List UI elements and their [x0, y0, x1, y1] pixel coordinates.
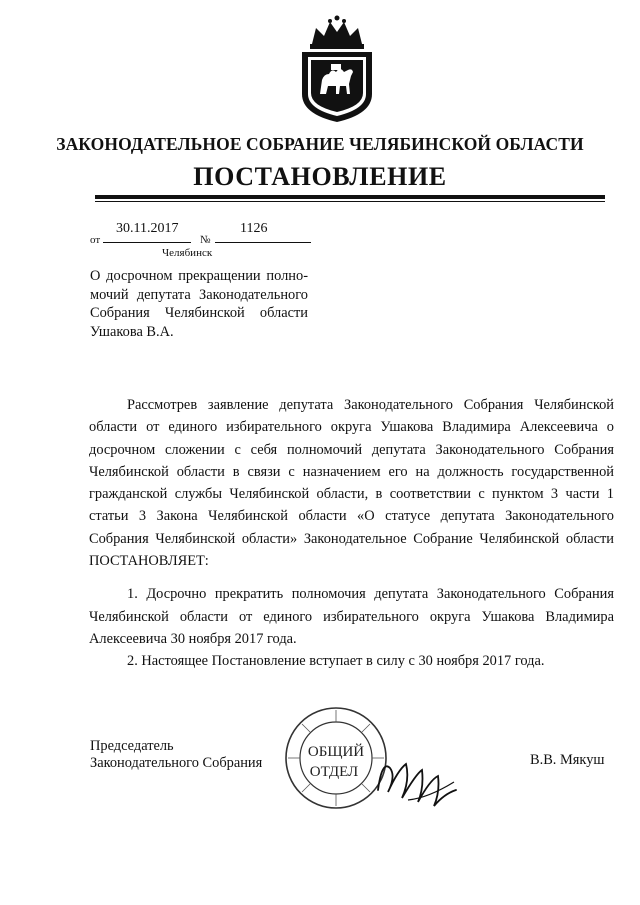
- organization-name: ЗАКОНОДАТЕЛЬНОЕ СОБРАНИЕ ЧЕЛЯБИНСКОЙ ОБЛАСТИ: [56, 134, 584, 154]
- date-label: от: [90, 234, 101, 246]
- stamp-text-1: ОБЩИЙ: [307, 744, 365, 760]
- city: Челябинск: [162, 247, 213, 259]
- coat-of-arms-icon: [298, 14, 376, 124]
- number-underline: [215, 242, 311, 243]
- document-date: 30.11.2017: [116, 221, 179, 236]
- subject-line: Собрания Челябинской области: [90, 305, 308, 321]
- stamp-text-2: ОТДЕЛ: [309, 764, 359, 780]
- signatory-position-line: Законодательного Собрания: [90, 755, 263, 771]
- header-rule-thin: [95, 201, 605, 202]
- document-subject: [90, 267, 308, 341]
- handwritten-signature: [368, 740, 468, 820]
- subject-line: мочий депутата Законодательного: [90, 286, 308, 303]
- resolution-item-2: 2. Настоящее Постановление вступает в силу с 30 ноября 2017 года.: [127, 653, 545, 670]
- date-underline: [103, 242, 191, 243]
- document-type: ПОСТАНОВЛЕНИЕ: [193, 162, 447, 191]
- header-rule-thick: [95, 195, 605, 199]
- signatory-name: В.В. Мякуш: [530, 752, 605, 768]
- subject-line: Ушакова В.А.: [90, 323, 174, 340]
- subject-line: О досрочном прекращении полно-: [90, 268, 308, 284]
- document-number: 1126: [240, 221, 268, 236]
- resolution-item-1: 1. Досрочно прекратить полномочия депутата Законодательного Собрания Челябинской области от единого избирательного округа Ушакова Владимира Алексеевича 30 ноября 2017 года.: [89, 586, 614, 647]
- preamble-paragraph: Рассмотрев заявление депутата Законодательного Собрания Челябинской области от единого избирательного округа Ушакова Владимира Алексеевича о досрочном сложении с себя полномочий депутата Законодательного Собрания Челябинской области в связи с назначением его на должность государственной гражданской службы Челябинской области, в соответствии с пунктом 3 части 1 статьи 3 Закона Челябинской области «О статусе депутата Законодательного Собрания Челябинской области» Законодательное Собрание Челябинской области ПОСТАНОВЛЯЕТ:: [89, 397, 614, 570]
- document-body: [89, 394, 614, 673]
- signatory-position: [90, 738, 262, 772]
- number-label: №: [200, 234, 211, 246]
- signatory-position-line: Председатель: [90, 738, 174, 754]
